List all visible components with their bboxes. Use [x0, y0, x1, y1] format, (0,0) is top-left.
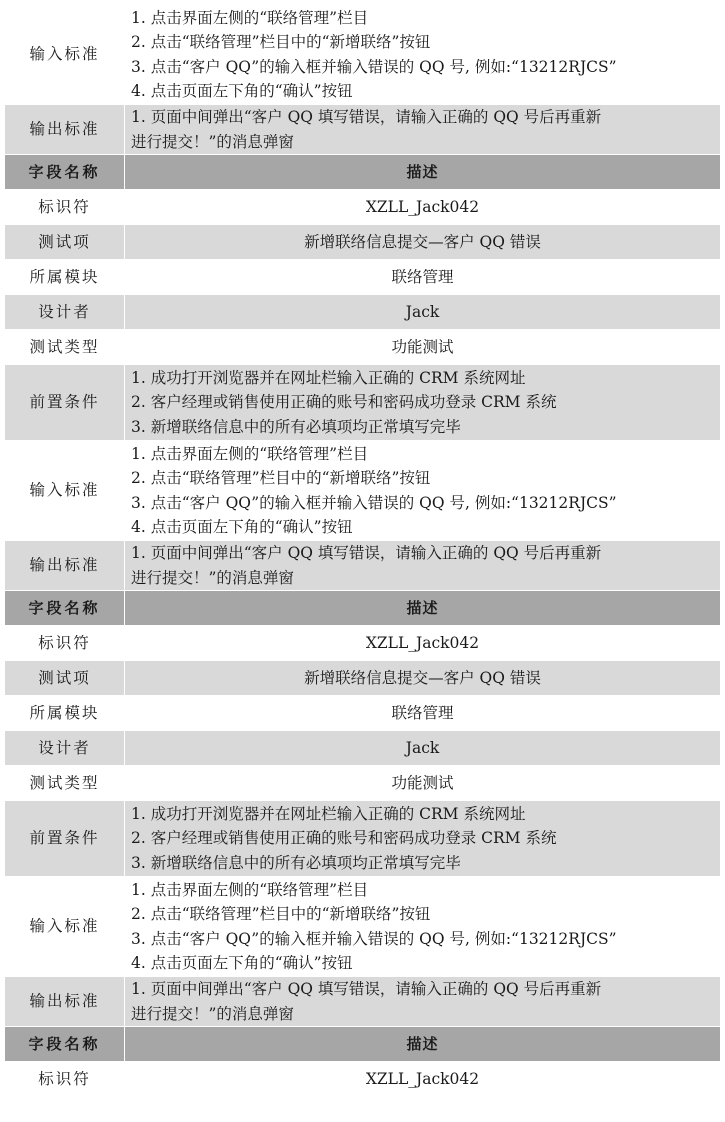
test-case-table — [4, 4, 721, 1097]
input-standard-value — [125, 441, 721, 541]
module-value: 联络管理 — [125, 696, 721, 731]
input-line: 4. 点击页面左下角的“确认”按钮 — [131, 82, 353, 100]
test-item-value: 新增联络信息提交—客户 QQ 错误 — [125, 225, 721, 260]
row-output-standard — [5, 541, 721, 591]
input-line: 1. 点击界面左侧的“联络管理”栏目 — [131, 8, 369, 27]
row-output-standard — [5, 105, 721, 155]
header-row — [5, 155, 721, 190]
input-line: 1. 点击界面左侧的“联络管理”栏目 — [131, 880, 369, 899]
test-item-label: 测试项 — [5, 225, 125, 260]
input-line: 3. 点击“客户 QQ”的输入框并输入错误的 QQ 号, 例如:“13212RJCS” — [131, 929, 617, 948]
field-name-header: 字段名称 — [5, 591, 125, 626]
row-module — [5, 696, 721, 731]
output-standard-value — [125, 541, 721, 591]
output-line: 进行提交！”的消息弹窗 — [131, 1004, 294, 1023]
identifier-label: 标识符 — [5, 1062, 125, 1097]
row-test-item — [5, 225, 721, 260]
header-row — [5, 591, 721, 626]
precondition-value — [125, 801, 721, 877]
precondition-line: 3. 新增联络信息中的所有必填项均正常填写完毕 — [131, 853, 461, 872]
row-precondition — [5, 801, 721, 877]
test-type-value: 功能测试 — [125, 330, 721, 365]
designer-value: Jack — [125, 731, 721, 766]
description-header: 描述 — [125, 591, 721, 626]
output-line: 进行提交！”的消息弹窗 — [131, 568, 294, 587]
output-standard-label: 输出标准 — [5, 105, 125, 155]
test-type-value: 功能测试 — [125, 766, 721, 801]
test-item-label: 测试项 — [5, 661, 125, 696]
input-standard-value — [125, 877, 721, 977]
row-identifier — [5, 1062, 721, 1097]
test-type-label: 测试类型 — [5, 330, 125, 365]
row-identifier — [5, 626, 721, 661]
input-standard-label: 输入标准 — [5, 441, 125, 541]
precondition-label: 前置条件 — [5, 801, 125, 877]
row-designer — [5, 731, 721, 766]
precondition-line: 1. 成功打开浏览器并在网址栏输入正确的 CRM 系统网址 — [131, 368, 526, 387]
designer-label: 设计者 — [5, 731, 125, 766]
input-line: 2. 点击“联络管理”栏目中的“新增联络”按钮 — [131, 33, 431, 51]
test-type-label: 测试类型 — [5, 766, 125, 801]
designer-value: Jack — [125, 295, 721, 330]
precondition-line: 2. 客户经理或销售使用正确的账号和密码成功登录 CRM 系统 — [131, 393, 557, 412]
input-line: 2. 点击“联络管理”栏目中的“新增联络”按钮 — [131, 905, 431, 923]
input-standard-label: 输入标准 — [5, 5, 125, 105]
description-header: 描述 — [125, 1027, 721, 1062]
field-name-header: 字段名称 — [5, 1027, 125, 1062]
output-standard-label: 输出标准 — [5, 541, 125, 591]
row-test-type — [5, 766, 721, 801]
row-test-item — [5, 661, 721, 696]
output-standard-label: 输出标准 — [5, 977, 125, 1027]
precondition-line: 1. 成功打开浏览器并在网址栏输入正确的 CRM 系统网址 — [131, 804, 526, 823]
row-test-type — [5, 330, 721, 365]
input-standard-label: 输入标准 — [5, 877, 125, 977]
test-item-value: 新增联络信息提交—客户 QQ 错误 — [125, 661, 721, 696]
row-output-standard — [5, 977, 721, 1027]
output-line: 1. 页面中间弹出“客户 QQ 填写错误，请输入正确的 QQ 号后再重新 — [131, 544, 602, 562]
identifier-label: 标识符 — [5, 190, 125, 225]
input-line: 4. 点击页面左下角的“确认”按钮 — [131, 954, 353, 972]
output-line: 1. 页面中间弹出“客户 QQ 填写错误，请输入正确的 QQ 号后再重新 — [131, 980, 602, 998]
identifier-value: XZLL_Jack042 — [125, 190, 721, 225]
row-input-standard — [5, 5, 721, 105]
module-value: 联络管理 — [125, 260, 721, 295]
precondition-label: 前置条件 — [5, 365, 125, 441]
description-header: 描述 — [125, 155, 721, 190]
precondition-value — [125, 365, 721, 441]
module-label: 所属模块 — [5, 696, 125, 731]
header-row — [5, 1027, 721, 1062]
output-standard-value — [125, 977, 721, 1027]
field-name-header: 字段名称 — [5, 155, 125, 190]
input-line: 1. 点击界面左侧的“联络管理”栏目 — [131, 444, 369, 463]
input-line: 3. 点击“客户 QQ”的输入框并输入错误的 QQ 号, 例如:“13212RJCS” — [131, 493, 617, 512]
row-input-standard — [5, 877, 721, 977]
row-precondition — [5, 365, 721, 441]
identifier-label: 标识符 — [5, 626, 125, 661]
input-line: 3. 点击“客户 QQ”的输入框并输入错误的 QQ 号, 例如:“13212RJCS” — [131, 57, 617, 76]
output-standard-value — [125, 105, 721, 155]
row-module — [5, 260, 721, 295]
input-line: 4. 点击页面左下角的“确认”按钮 — [131, 518, 353, 536]
identifier-value: XZLL_Jack042 — [125, 626, 721, 661]
row-input-standard — [5, 441, 721, 541]
precondition-line: 2. 客户经理或销售使用正确的账号和密码成功登录 CRM 系统 — [131, 829, 557, 848]
precondition-line: 3. 新增联络信息中的所有必填项均正常填写完毕 — [131, 417, 461, 436]
input-line: 2. 点击“联络管理”栏目中的“新增联络”按钮 — [131, 469, 431, 487]
designer-label: 设计者 — [5, 295, 125, 330]
input-standard-value — [125, 5, 721, 105]
output-line: 进行提交！”的消息弹窗 — [131, 132, 294, 151]
output-line: 1. 页面中间弹出“客户 QQ 填写错误，请输入正确的 QQ 号后再重新 — [131, 108, 602, 126]
identifier-value: XZLL_Jack042 — [125, 1062, 721, 1097]
module-label: 所属模块 — [5, 260, 125, 295]
row-identifier — [5, 190, 721, 225]
row-designer — [5, 295, 721, 330]
